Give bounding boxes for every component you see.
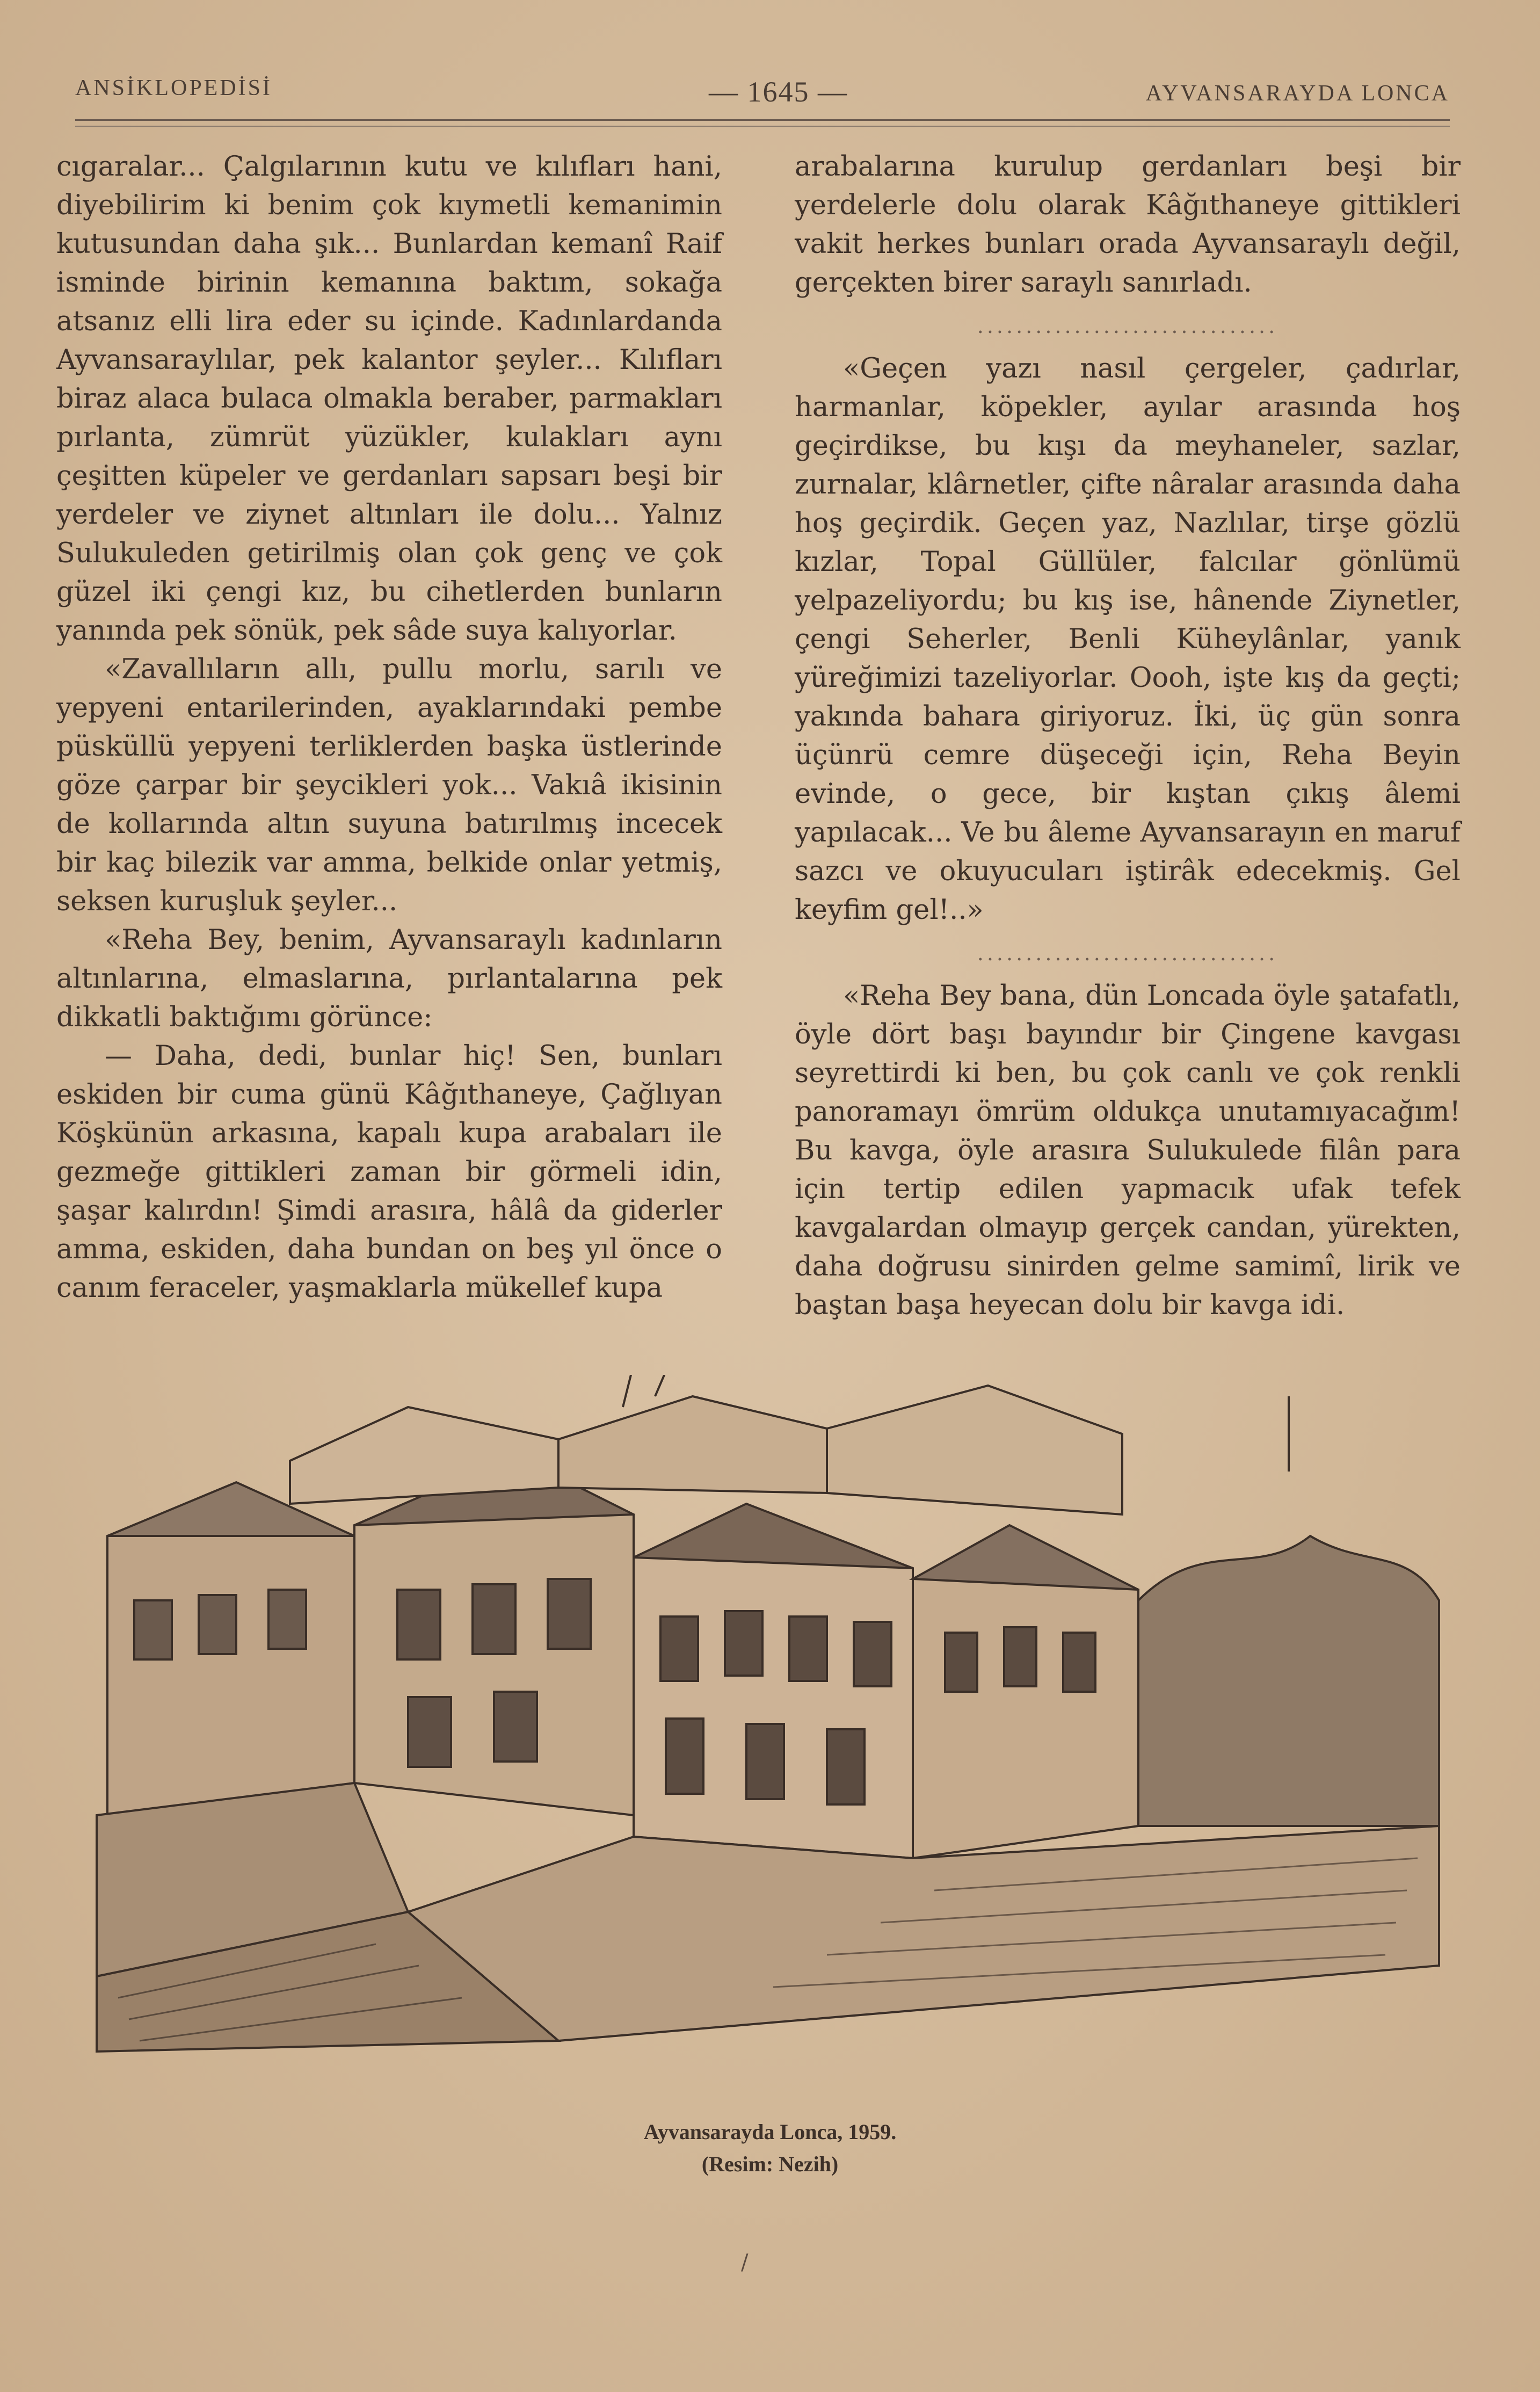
right-paragraph-1: arabalarına kurulup gerdanları beşi bir yerdelerle dolu olarak Kâğıthaneye gittikleri vakit herkes bunları orada Ayvansaraylı değil, gerçekten birer saraylı sanırladı.: [795, 151, 1461, 299]
caption-title: Ayvansarayda Lonca, 1959.: [643, 2120, 897, 2144]
header-left: ANSİKLOPEDİSİ: [75, 76, 272, 100]
left-column: [56, 148, 722, 1308]
separator-dots-2: ...............................: [977, 941, 1279, 965]
left-paragraph-4: — Daha, dedi, bunlar hiç! Sen, bunları eskiden bir cuma günü Kâğıthaneye, Çağlıyan Köşkünün arkasına, kapalı kupa arabaları ile gezmeğe gittikleri zaman bir görmeli idin, şaşar kalırdın! Şimdi arasıra, hâlâ da giderler amma, eskiden, daha bundan on beş yıl önce o canım feraceler, yaşmaklarla mükellef kupa: [56, 1040, 722, 1304]
running-header: [75, 75, 1450, 118]
header-rule: [75, 119, 1450, 121]
right-paragraph-3: «Reha Bey bana, dün Loncada öyle şatafatlı, öyle dört başı bayındır bir Çingene kavgası seyrettirdi ki ben, bu çok canlı ve çok renkli panoramayı ömrüm oldukça unutamıyacağım! Bu kavga, öyle arasıra Sulukulede filân para için tertip edilen yapmacık ufak tefek kavgalardan olmayıp gerçek candan, yürekten, daha doğrusu sinirden gelme samimî, lirik ve baştan başa heyecan dolu bir kavga idi.: [795, 980, 1461, 1321]
illustration-caption: [0, 2116, 1540, 2180]
page-number: — 1645 —: [709, 76, 848, 108]
bottom-mark: /: [741, 2250, 749, 2275]
left-paragraph-1: cıgaralar... Çalgılarının kutu ve kılıfları hani, diyebilirim ki benim çok kıymetli kemanimin kutusundan daha şık... Bunlardan kemanî Raif isminde birinin kemanına baktım, sokağa atsanız elli lira eder su içinde. Kadınlardanda Ayvansaraylılar, pek kalantor şeyler... Kılıfları biraz alaca bulaca olmakla beraber, parmakları pırlanta, zümrüt yüzükler, kulakları aynı çeşitten küpeler ve gerdanları sapsarı beşi bir yerdeler ve ziynet altınları ile dolu... Yalnız Sulukuleden getirilmiş olan çok genç ve çok güzel iki çengi kız, bu cihetlerden bunların yanında pek sönük, pek sâde suya kalıyorlar.: [56, 151, 722, 647]
street-illustration: [75, 1375, 1461, 2073]
right-column: [795, 148, 1461, 1325]
caption-credit: (Resim: Nezih): [701, 2152, 839, 2176]
header-right: AYVANSARAYDA LONCA: [1145, 81, 1450, 106]
separator-dots-1: ...............................: [977, 314, 1279, 338]
right-paragraph-2: «Geçen yazı nasıl çergeler, çadırlar, harmanlar, köpekler, ayılar arasında hoş geçirdikse, bu kışı da meyhaneler, sazlar, zurnalar, klârnetler, çifte nâralar arasında daha hoş geçirdik. Geçen yaz, Nazlılar, tirşe gözlü kızlar, Topal Güllüler, falcılar gönlümü yelpazeliyordu; bu kış ise, hânende Ziynetler, çengi Seherler, Benli Küheylânlar, yanık yüreğimizi tazeliyorlar. Oooh, işte kış da geçti; yakında bahara giriyoruz. İki, üç gün sonra üçünrü cemre düşeceği için, Reha Beyin evinde, o gece, bir kıştan çıkış âlemi yapılacak... Ve bu âleme Ayvansarayın en maruf sazcı ve okuyucuları iştirâk edecekmiş. Gel keyfim gel!..»: [795, 353, 1461, 926]
header-rule-thin: [75, 126, 1450, 127]
left-paragraph-2: «Zavallıların allı, pullu morlu, sarılı ve yepyeni entarilerinden, ayaklarındaki pembe püsküllü yepyeni terliklerden başka üstlerinde göze çarpar bir şeycikleri yok... Vakıâ ikisinin de kollarında altın suyuna batırılmış incecek bir kaç bilezik var amma, belkide onlar yetmiş, seksen kuruşluk şeyler...: [56, 654, 722, 917]
left-paragraph-3: «Reha Bey, benim, Ayvansaraylı kadınların altınlarına, elmaslarına, pırlantalarına pek dikkatli baktığımı görünce:: [56, 924, 722, 1033]
